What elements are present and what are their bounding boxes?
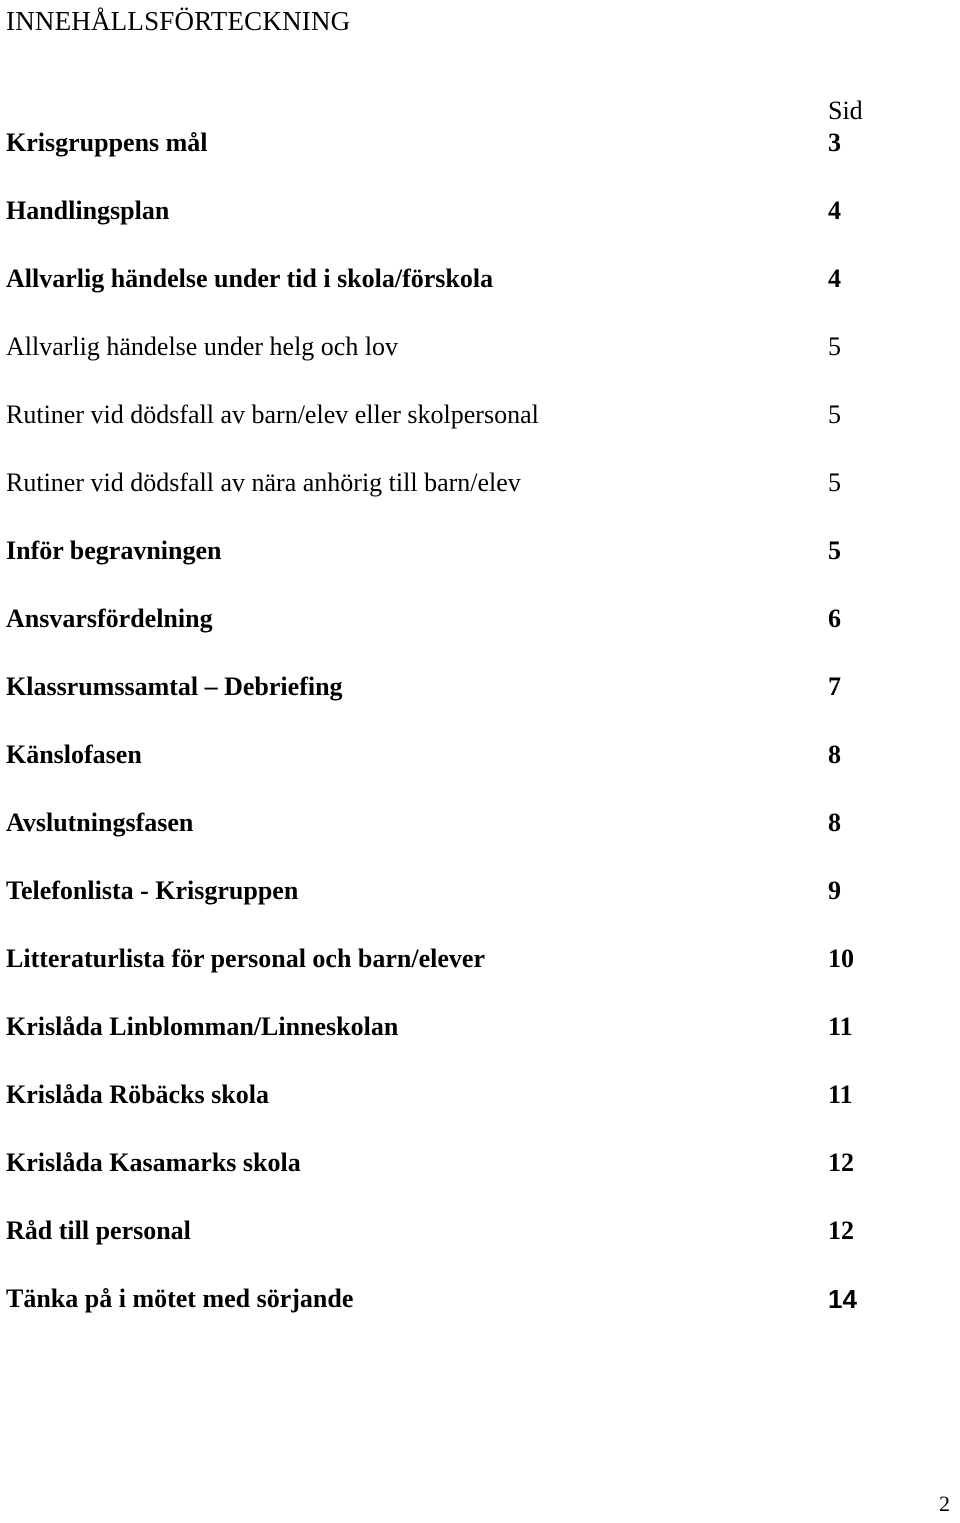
toc-entry-title: Litteraturlista för personal och barn/elever [6, 944, 485, 973]
toc-entry [6, 126, 886, 194]
toc-entry [6, 1214, 886, 1282]
toc-entry [6, 398, 886, 466]
toc-entry [6, 466, 886, 534]
toc-entry-title: Allvarlig händelse under tid i skola/förskola [6, 264, 494, 293]
toc-entry [6, 806, 886, 874]
toc-entry-title: Krislåda Kasamarks skola [6, 1148, 301, 1177]
toc-entry-page: 4 [828, 264, 841, 293]
toc-entry-title: Rutiner vid dödsfall av barn/elev eller skolpersonal [6, 400, 539, 429]
toc-entry-title: Krisgruppens mål [6, 128, 208, 157]
toc-entry-title: Tänka på i mötet med sörjande [6, 1284, 354, 1313]
toc-entry-page: 3 [828, 128, 841, 157]
toc-entry-page: 6 [828, 604, 841, 633]
toc-entry-title: Ansvarsfördelning [6, 604, 213, 633]
toc-entry [6, 1078, 886, 1146]
toc-entry-page: 4 [828, 196, 841, 225]
toc-entry-title: Handlingsplan [6, 196, 170, 225]
toc-entry-title: Klassrumssamtal – Debriefing [6, 672, 343, 701]
toc-entry [6, 670, 886, 738]
toc-entry [6, 1282, 886, 1350]
toc-entry-page: 12 [828, 1216, 854, 1245]
toc-entry-page: 5 [828, 536, 841, 565]
toc-entry-page: 11 [828, 1012, 853, 1041]
toc-entry-page: 11 [828, 1080, 853, 1109]
toc-entry [6, 874, 886, 942]
toc-entry-page: 5 [828, 400, 841, 429]
toc-entry-title: Krislåda Linblomman/Linneskolan [6, 1012, 399, 1041]
toc-entry [6, 942, 886, 1010]
toc-entry-title: Avslutningsfasen [6, 808, 194, 837]
toc-entry-page: 12 [828, 1148, 854, 1177]
page-column-label: Sid [828, 96, 863, 125]
toc-entry-page: 9 [828, 876, 841, 905]
toc-entry [6, 534, 886, 602]
toc-entry-title: Allvarlig händelse under helg och lov [6, 332, 399, 361]
toc-entry-title: Råd till personal [6, 1216, 191, 1245]
toc-entry [6, 738, 886, 806]
toc-entry-page: 14 [828, 1284, 857, 1314]
toc-entry [6, 602, 886, 670]
toc-entry [6, 262, 886, 330]
toc-entry [6, 1010, 886, 1078]
toc-entry-page: 8 [828, 808, 841, 837]
table-of-contents [6, 126, 886, 1350]
toc-entry [6, 194, 886, 262]
toc-entry [6, 1146, 886, 1214]
toc-entry-title: Inför begravningen [6, 536, 222, 565]
page-title: INNEHÅLLSFÖRTECKNING [6, 6, 351, 36]
toc-entry-title: Känslofasen [6, 740, 142, 769]
toc-entry-page: 10 [828, 944, 854, 973]
toc-entry-page: 5 [828, 332, 841, 361]
toc-entry-page: 7 [828, 672, 841, 701]
toc-entry-page: 8 [828, 740, 841, 769]
toc-entry-title: Rutiner vid dödsfall av nära anhörig till barn/elev [6, 468, 521, 497]
toc-entry-page: 5 [828, 468, 841, 497]
toc-entry-title: Krislåda Röbäcks skola [6, 1080, 269, 1109]
toc-entry [6, 330, 886, 398]
toc-entry-title: Telefonlista - Krisgruppen [6, 876, 299, 905]
page-number: 2 [939, 1491, 950, 1516]
